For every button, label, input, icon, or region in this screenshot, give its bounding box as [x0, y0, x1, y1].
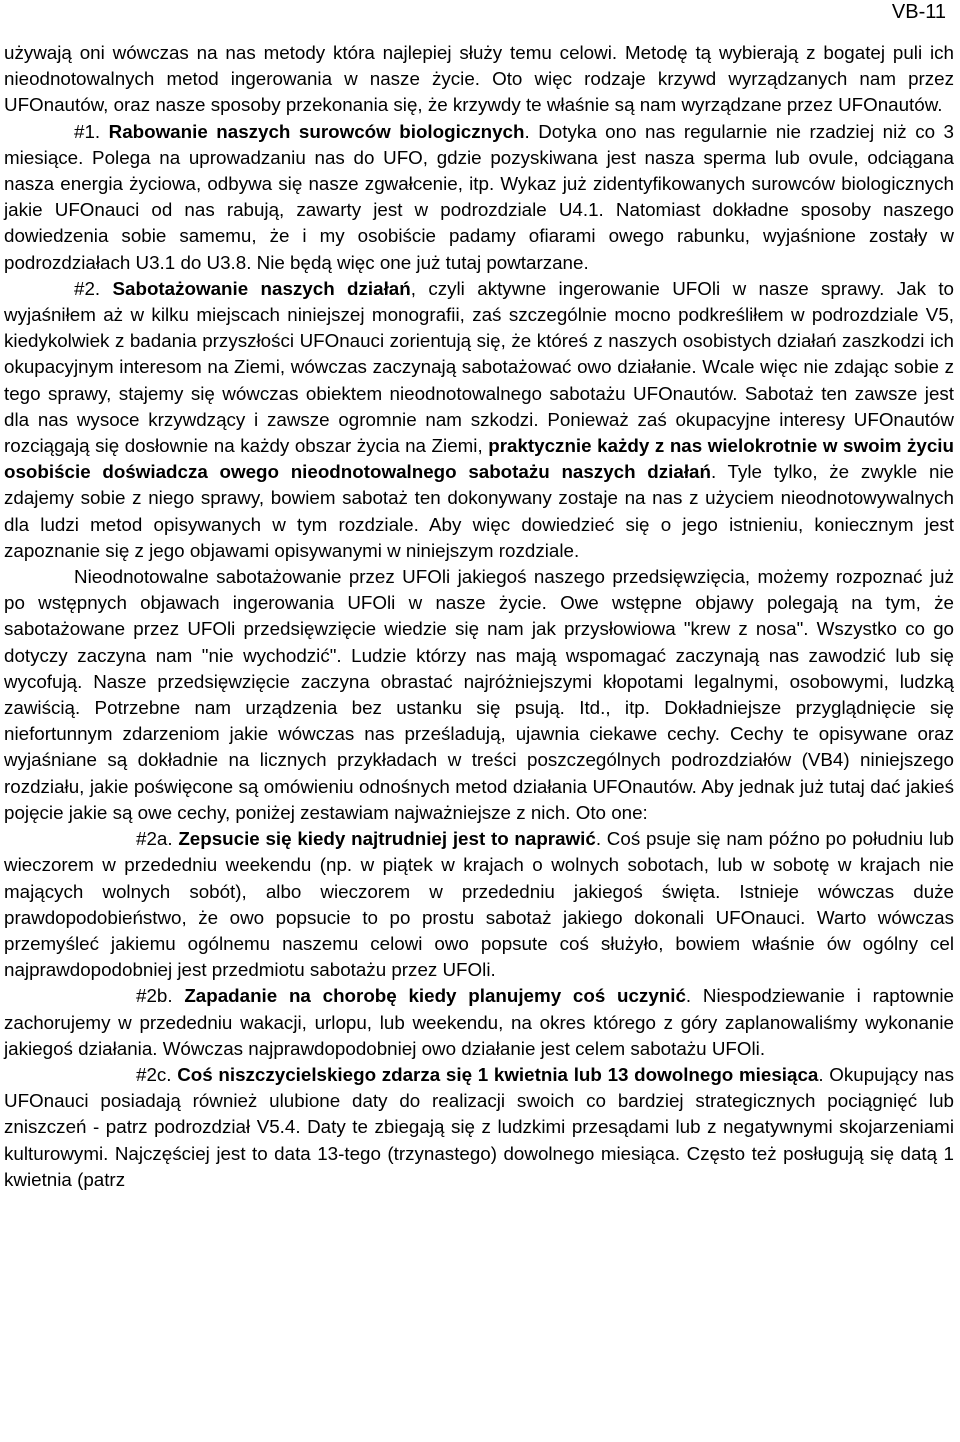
- paragraph-point-2a: [4, 826, 954, 983]
- paragraph-point-2c: [4, 1062, 954, 1193]
- paragraph-text: . Coś psuje się nam późno po południu lub wieczorem w przededniu weekendu (np. w piątek w krajach o wolnych sobotach, lub w sobotę w krajach nie mających wolnych sobót), albo wieczorem w przededniu jakiegoś święta. Istnieje wówczas duże prawdopodobieństwo, że owo popsucie to po prostu sabotaż jakiego dokonali UFOnauci. Warto wówczas przemyśleć jakiemu ogólnemu naszemu celowi owo popsute coś służyło, bowiem właśnie ów ogólny cel najprawdopodobniej jest przedmiotu sabotażu przez UFOli.: [4, 828, 954, 981]
- paragraph-text: , czyli aktywne ingerowanie UFOli w nasze sprawy. Jak to wyjaśniłem aż w kilku miejscach niniejszej monografii, zaś szczególnie mocno podkreśliłem w podrozdziale V5, kiedykolwiek z badania przyszłości UFOnauci zorientują się, że któreś z naszych osobistych działań zaszkodzi ich okupacyjnym interesom na Ziemi, wówczas zaczynają sabotażować owo działanie. Wcale więc nie zdając sobie z tego sprawy, stajemy się wówczas obiektem nieodnotowalnego sabotażu UFOnautów. Sabotaż ten zawsze jest dla nas wysoce krzywdzący i zawsze ogromnie nam szkodzi. Ponieważ zaś okupacyjne interesy UFOnautów rozciągają się dosłownie na każdy obszar życia na Ziemi,: [4, 277, 955, 457]
- point-number: #2c.: [136, 1063, 178, 1085]
- point-number: #2a.: [136, 828, 179, 850]
- point-heading: Zapadanie na chorobę kiedy planujemy coś uczynić: [184, 985, 686, 1007]
- point-number: #2.: [74, 277, 113, 299]
- document-body: [4, 40, 954, 1193]
- page-number: VB-11: [891, 1, 946, 23]
- point-number: #1.: [74, 120, 109, 142]
- point-heading: Zepsucie się kiedy najtrudniej jest to naprawić: [178, 828, 596, 850]
- paragraph-point-1: [4, 119, 954, 276]
- point-heading: Coś niszczycielskiego zdarza się 1 kwietnia lub 13 dowolnego miesiąca: [177, 1063, 819, 1085]
- paragraph-text: Nieodnotowalne sabotażowanie przez UFOli jakiegoś naszego przedsięwzięcia, możemy rozpoznać już po wstępnych objawach ingerowania UFOli w nasze życie. Owe wstępne objawy polegają na tym, że sabotażowane przez UFOli przedsięwzięcie wiedzie się nam jak przysłowiowa "krew z nosa". Wszystko co go dotyczy zaczyna nam "nie wychodzić". Ludzie którzy nas mają wspomagać zaczynają nas zawodzić lub się wycofują. Nasze przedsięwzięcie zaczyna obrastać najróżniejszymi kłopotami legalnymi, osobowymi, ludzką zawiścią. Potrzebne nam urządzenia bez ustanku się psują. Itd., itp. Dokładniejsze przyglądnięcie się niefortunnym zdarzeniom jakie wówczas nas prześladują, ujawnia ciekawe cechy. Cechy te opisywane oraz wyjaśniane są dokładnie na licznych przykładach w treści poszczególnych podrozdziałów (VB4) niniejszego rozdziału, jakie poświęcone są omówieniu odnośnych metod działania UFOnautów. Aby jednak już tutaj dać jakieś pojęcie jakie są owe cechy, poniżej zestawiam najważniejsze z nich. Oto one:: [4, 566, 954, 823]
- paragraph-intro: [4, 40, 954, 119]
- paragraph-text: . Tyle tylko, że zwykle nie zdajemy sobie z niego sprawy, bowiem sabotaż ten dokonywany zostaje na nas z użyciem nieodnotowywalnych dla ludzi metod opisywanych w tym rozdziale. Aby więc dowiedzieć się o jego istnieniu, koniecznym jest zapoznanie się z jego objawami opisywanymi w niniejszym rozdziale.: [4, 461, 955, 561]
- paragraph-text: . Okupujący nas UFOnauci posiadają również ulubione daty do realizacji swoich co bardziej strategicznych pociągnięć lub zniszczeń - patrz podrozdział V5.4. Daty te zbiegają się z ludzkimi przesądami lub z negatywnymi skojarzeniami kulturowymi. Najczęściej jest to data 13-tego (trzynastego) dowolnego miesiąca. Często też posługują się datą 1 kwietnia (patrz: [4, 1063, 955, 1190]
- point-heading: Rabowanie naszych surowców biologicznych: [108, 120, 525, 142]
- paragraph-text: używają oni wówczas na nas metody która najlepiej służy temu celowi. Metodę tą wybierają z bogatej puli ich nieodnotowalnych metod ingerowania w nasze życie. Oto więc rodzaje krzywd wyrządzanych nam przez UFOnautów, oraz nasze sposoby przekonania się, że krzywdy te właśnie są nam wyrządzane przez UFOnautów.: [4, 42, 954, 116]
- point-heading: Sabotażowanie naszych działań: [112, 277, 411, 299]
- paragraph-symptoms: [4, 564, 954, 826]
- paragraph-text: . Niespodziewanie i raptownie zachorujemy w przededniu wakacji, urlopu, lub weekendu, na okres którego z góry zaplanowaliśmy wykonanie jakiegoś działania. Wówczas najprawdopodobniej owo działanie jest celem sabotażu UFOli.: [4, 985, 955, 1059]
- point-number: #2b.: [136, 985, 185, 1007]
- paragraph-point-2: [4, 276, 954, 564]
- emphasis-text: praktycznie każdy z nas wielokrotnie w swoim życiu osobiście doświadcza owego nieodnotowalnego sabotażu naszych działań: [4, 435, 954, 483]
- paragraph-point-2b: [4, 983, 954, 1062]
- paragraph-text: . Dotyka ono nas regularnie nie rzadziej niż co 3 miesiące. Polega na uprowadzaniu nas do UFO, gdzie pozyskiwana jest nasza sperma lub ovule, odciągana nasza energia życiowa, odbywa się nasze zgwałcenie, itp. Wykaz już zidentyfikowanych surowców biologicznych jakie UFOnauci od nas rabują, zawarty jest w podrozdziale U4.1. Natomiast dokładne sposoby naszego dowiedzenia sobie samemu, że i my osobiście padamy ofiarami owego rabunku, wyjaśnione zostały w podrozdziałach U3.1 do U3.8. Nie będą więc one już tutaj powtarzane.: [4, 120, 954, 273]
